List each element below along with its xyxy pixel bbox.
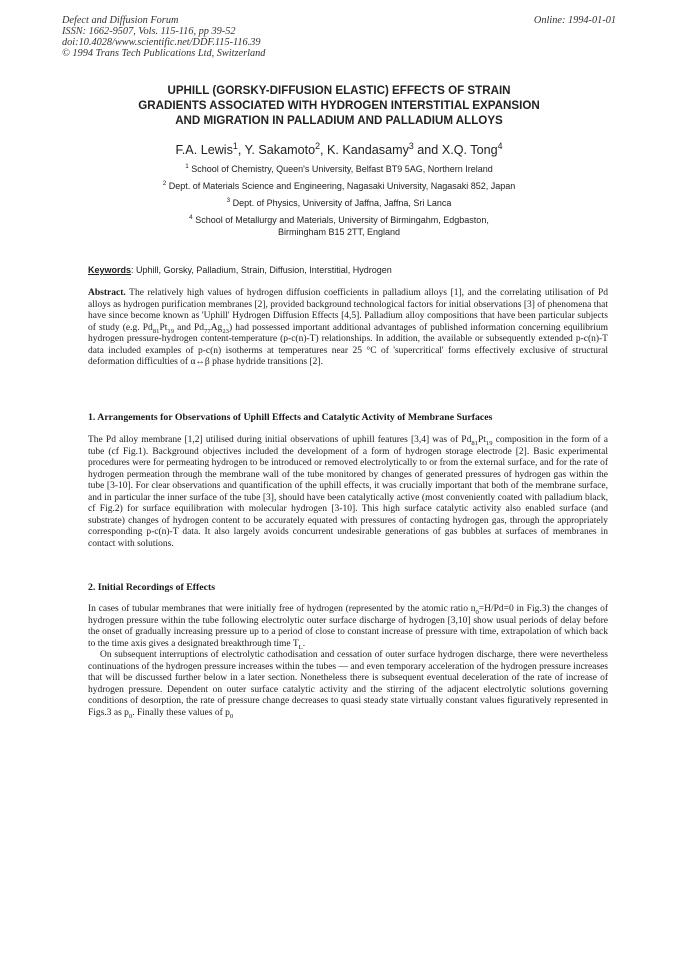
keywords-label: Keywords xyxy=(88,265,132,275)
title-line-1: UPHILL (GORSKY-DIFFUSION ELASTIC) EFFECTS OF STRAIN xyxy=(167,84,511,97)
online-date: Online: 1994-01-01 xyxy=(533,15,616,26)
keywords-list: : Uphill, Gorsky, Palladium, Strain, Diffusion, Interstitial, Hydrogen xyxy=(131,265,392,275)
author-tong-affil-mark: 4 xyxy=(497,140,503,151)
journal-header xyxy=(62,15,265,59)
title-line-2: GRADIENTS ASSOCIATED WITH HYDROGEN INTERSTITIAL EXPANSION xyxy=(138,99,540,112)
author-separator: , xyxy=(319,143,327,157)
affiliation-3: $^3$ Dept. of Physics, University of Jaffna, Jaffna, Sri Lanca xyxy=(226,197,452,208)
keywords xyxy=(88,264,608,276)
author-lewis-affil-mark: 1 xyxy=(232,140,238,151)
abstract-label: Abstract. xyxy=(88,288,126,298)
section-2-body xyxy=(88,604,608,719)
issn-line: ISSN: 1662-9507, Vols. 115-116, pp 39-52 xyxy=(62,26,236,37)
author-and: and xyxy=(413,143,442,157)
author-sakamoto-affil-mark: 2 xyxy=(315,140,320,151)
author-sakamoto: Y. Sakamoto xyxy=(244,143,316,157)
author-list xyxy=(62,140,616,158)
abstract: Abstract. The relatively high values of hydrogen diffusion coefficients in palladium alloys [1], and the correlating utilisation of Pd alloys as hydrogen purification membranes [2], provided background technological factors for initial observations [3] of phenomena that have since become known as 'Uphill' Hydrogen Diffusion Effects [4,5]. Palladium alloy compositions that have been particular subjects of study (e.g. $Pd_{81}Pt_{19}$ and $Pd_{77}Ag_{23}$) had possessed important additional advantages of published information concerning equilibrium hydrogen pressure-hydrogen content-temperature (p-c(n)-T) relationships. In addition, the available or subsequently extended p-c(n)-T data included examples of p-c(n) isotherms at temperatures near 25 °C of 'supercritical' forms effectively exclusive of structural deformation difficulties of α↔β phase hydride transitions [2]. xyxy=(88,288,608,368)
affiliation-1: $^1$ School of Chemistry, Queen's University, Belfast BT9 5AG, Northern Ireland xyxy=(185,163,493,174)
journal-name: Defect and Diffusion Forum xyxy=(62,15,179,26)
section-1-heading: 1. Arrangements for Observations of Uphill Effects and Catalytic Activity of Membrane Surfaces xyxy=(88,412,493,423)
title-line-3: AND MIGRATION IN PALLADIUM AND PALLADIUM ALLOYS xyxy=(175,114,503,127)
author-kandasamy: K. Kandasamy xyxy=(326,143,409,157)
section-2-paragraph-1: In cases of tubular membranes that were initially free of hydrogen (represented by the atomic ratio $n_0=H/Pd=0$ in Fig.3) the changes of hydrogen pressure within the tube following electrolytic outer surface discharge of hydrogen [3,10] show usual periods of delay before the onset of gradually increasing pressure up to a period of close to constant increase of pressure with time, extrapolation of which back to the time axis gives a designated breakthrough time $T_L$. xyxy=(88,604,608,651)
section-2-paragraph-2: On subsequent interruptions of electrolytic cathodisation and cessation of outer surface hydrogen discharge, there were nevertheless continuations of the hydrogen pressure increases within the tubes — and even temporary acceleration of the hydrogen pressure increases that will be discussed further below in a later section. Nonetheless there is subsequent eventual deceleration of the rate of increase of hydrogen pressure. Dependent on outer surface catalytic activity and the stirring of the adjacent electrolytic solutions governing conditions of desorption, the rate of pressure change decreases to quasi steady state virtually constant values figuratively represented in Figs.3 as $p_0$. Finally these values of $p_0$ xyxy=(88,650,608,720)
affiliation-2: $^2$ Dept. of Materials Science and Engineering, Nagasaki University, Nagasaki 852, Japan xyxy=(162,180,516,191)
author-separator: , xyxy=(237,143,245,157)
copyright-line: © 1994 Trans Tech Publications Ltd, Switzerland xyxy=(62,48,266,59)
paper-title xyxy=(62,83,616,128)
author-kandasamy-affil-mark: 3 xyxy=(408,140,414,151)
affiliation-4: $^4$ School of Metallurgy and Materials, University of Birmingahm, Edgbaston, Birmingham B15 2TT, England xyxy=(189,214,489,237)
author-tong: X.Q. Tong xyxy=(441,143,498,157)
author-lewis: F.A. Lewis xyxy=(175,143,233,157)
doi-line[interactable]: doi:10.4028/www.scientific.net/DDF.115-116.39 xyxy=(62,37,261,48)
section-1-body: The Pd alloy membrane [1,2] utilised during initial observations of uphill features [3,4] was of $Pd_{81}Pt_{19}$ composition in the form of a tube (cf Fig.1). Background objectives included the development of a form of hydrogen storage electrode [2]. Basic experimental procedures were for permeating hydrogen to be introduced or removed electrolytically to or from the external surface, and for the rate of hydrogen permeation through the membrane wall of the tube monitored by changes of generated pressures of hydrogen gas within the tube [3-10]. For clear observations and quantification of the uphill effects, it was crucially important that both of the membrane surface, and in particular the inner surface of the tube [3], should have been catalytically active (most conveniently coated with palladium black, cf Fig.2) for surface equilibration with molecular hydrogen [3-10]. This high surface catalytic activity also enabled surface (and substrate) changes of hydrogen content to be accurately equated with pressures of contacting hydrogen gas, through the appropriately corresponding p-c(n)-T data. It also largely avoids concurrent undesirable generations of gas bubbles at surfaces of membranes in contact with solutions. xyxy=(88,435,608,549)
section-2-heading: 2. Initial Recordings of Effects xyxy=(88,582,216,593)
